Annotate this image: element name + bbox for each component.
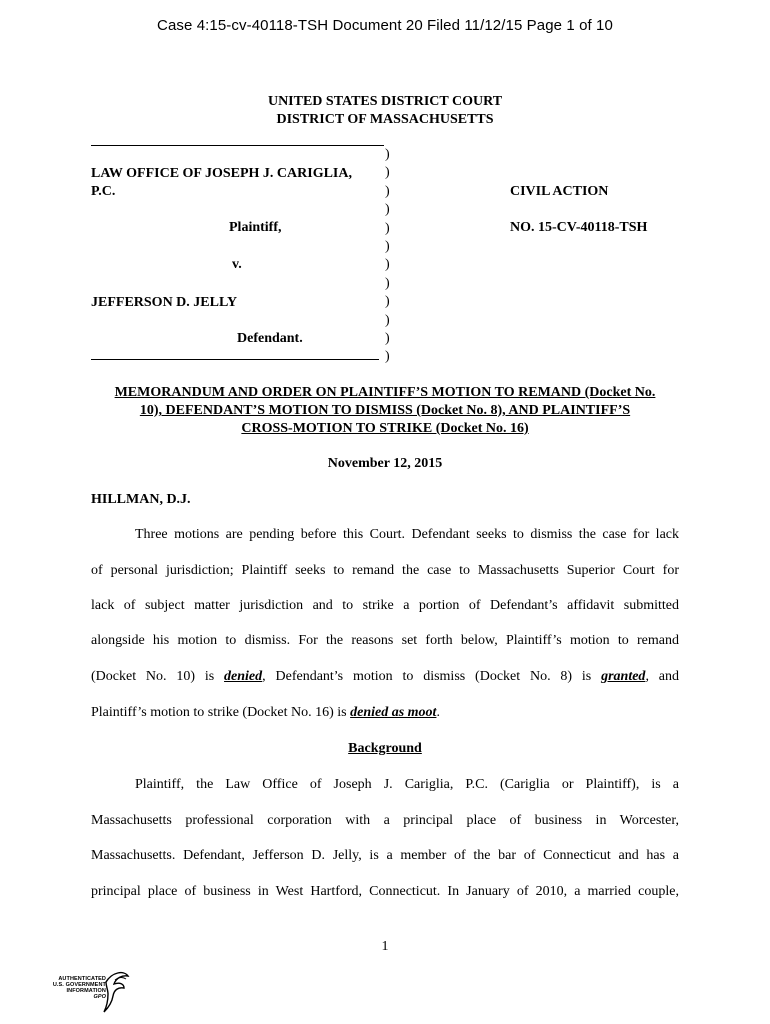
eagle-icon (102, 968, 132, 1014)
caption-paren: ) (385, 312, 390, 328)
caption-paren: ) (385, 220, 390, 236)
caption-paren: ) (385, 257, 390, 273)
granted-ruling: granted (601, 669, 646, 684)
memo-date: November 12, 2015 (327, 456, 443, 471)
memo-title-line3: CROSS-MOTION TO STRIKE (Docket No. 16) (241, 421, 529, 436)
plaintiff-role: Plaintiff, (229, 220, 282, 235)
paragraph-1-line: Three motions are pending before this Court. Defendant seeks to dismiss the case for lack (135, 527, 679, 542)
denied-as-moot-ruling: denied as moot (350, 705, 437, 720)
caption-paren: ) (385, 183, 390, 199)
denied-ruling: denied (224, 669, 263, 684)
court-district: DISTRICT OF MASSACHUSETTS (276, 112, 494, 127)
caption-paren: ) (385, 165, 390, 181)
paragraph-1-line (91, 705, 679, 721)
caption-paren: ) (385, 349, 390, 365)
paragraph-1-line: of personal jurisdiction; Plaintiff seeks to remand the case to Massachusetts Superior Court for (91, 563, 679, 578)
court-name: UNITED STATES DISTRICT COURT (267, 94, 503, 109)
caption-paren: ) (385, 294, 390, 310)
logo-text (40, 976, 106, 1000)
paragraph-2-line: principal place of business in West Hartford, Connecticut. In January of 2010, a married couple, (91, 884, 679, 899)
paragraph-1-line: alongside his motion to dismiss. For the reasons set forth below, Plaintiff’s motion to remand (91, 633, 679, 648)
text-run: , and (645, 669, 679, 684)
caption-paren: ) (385, 238, 390, 254)
logo-text-line: AUTHENTICATED (58, 976, 106, 982)
caption-paren: ) (385, 275, 390, 291)
logo-text-line: INFORMATION (66, 988, 106, 994)
paragraph-2-line: Massachusetts professional corporation with a principal place of business in Worcester, (91, 813, 679, 828)
case-header-stamp: Case 4:15-cv-40118-TSH Document 20 Filed 11/12/15 Page 1 of 10 (157, 17, 613, 34)
caption-bottom-rule (91, 359, 379, 360)
paragraph-2-line: Plaintiff, the Law Office of Joseph J. Cariglia, P.C. (Cariglia or Plaintiff), is a (135, 777, 679, 792)
text-run: . (436, 705, 440, 720)
caption-paren: ) (385, 330, 390, 346)
text-run: (Docket No. 10) is (91, 669, 225, 684)
caption-top-rule (91, 145, 384, 146)
page-number: 1 (381, 939, 389, 954)
background-heading: Background (348, 741, 422, 756)
memo-title-line2: 10), DEFENDANT’S MOTION TO DISMISS (Docket No. 8), AND PLAINTIFF’S (139, 403, 631, 418)
caption-paren-column (385, 147, 397, 368)
text-run: Plaintiff’s motion to strike (Docket No. 16) is (91, 705, 351, 720)
caption-paren: ) (385, 147, 390, 162)
defendant-name: JEFFERSON D. JELLY (91, 295, 238, 310)
paragraph-2-line: Massachusetts. Defendant, Jefferson D. Jelly, is a member of the bar of Connecticut and has a (91, 848, 679, 863)
civil-action-label: CIVIL ACTION (510, 184, 609, 199)
gpo-authentication-logo (40, 968, 135, 1016)
plaintiff-name-line1: LAW OFFICE OF JOSEPH J. CARIGLIA, (91, 166, 352, 181)
memo-title-line1: MEMORANDUM AND ORDER ON PLAINTIFF’S MOTION TO REMAND (Docket No. (114, 385, 656, 400)
logo-text-line: U.S. GOVERNMENT (52, 982, 106, 988)
text-run: , Defendant’s motion to dismiss (Docket No. 8) is (262, 669, 602, 684)
paragraph-1-line: lack of subject matter jurisdiction and to strike a portion of Defendant’s affidavit submitted (91, 598, 679, 613)
logo-gpo-label: GPO (93, 994, 106, 1000)
paragraph-1-line (91, 669, 679, 685)
defendant-role: Defendant. (237, 331, 303, 346)
caption-paren: ) (385, 202, 390, 218)
plaintiff-name-line2: P.C. (91, 184, 116, 199)
versus-label: v. (232, 257, 242, 272)
case-number: NO. 15-CV-40118-TSH (510, 220, 648, 235)
judge-name: HILLMAN, D.J. (91, 492, 191, 507)
